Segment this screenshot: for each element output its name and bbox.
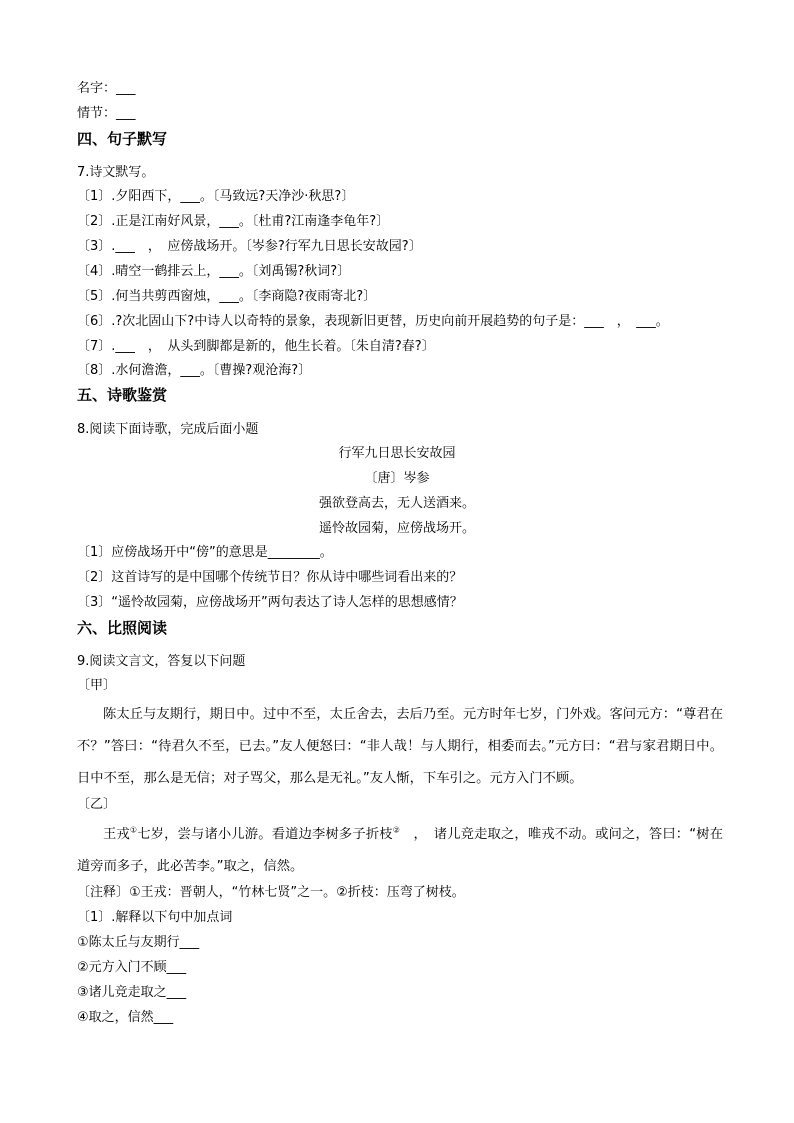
poem-subquestion: 〔1〕应傍战场开中“傍”的意思是________。 (77, 545, 333, 560)
dictation-item: 〔6〕.?次北固山下?中诗人以奇特的景象，表现新旧更替，历史向前开展趋势的句子是：___ ， ___。 (77, 314, 669, 329)
poem-subquestion: 〔2〕这首诗写的是中国哪个传统节日？你从诗中哪些词看出来的？ (77, 570, 463, 585)
word-explain-item: ④取之，信然___ (77, 1010, 174, 1025)
name-blank-line: 名字：___ (77, 81, 136, 96)
section-4-heading: 四、句子默写 (77, 130, 168, 148)
dictation-item: 〔3〕.___ ， 应傍战场开。〔岑参?行军九日思长安故园?〕 (77, 239, 422, 254)
section-5-heading: 五、诗歌鉴赏 (77, 386, 168, 404)
section-6-heading: 六、比照阅读 (77, 619, 168, 637)
question-7-prompt: 7.诗文默写。 (77, 165, 155, 180)
word-explain-item: ③诸儿竞走取之___ (77, 985, 187, 1000)
passage-yi-part: 王戎 (103, 827, 130, 842)
poem-line: 强欲登高去，无人送酒来。 (318, 496, 475, 511)
poem-author: 〔唐〕岑参 (364, 471, 430, 486)
passage-yi-part: ， 诸儿竞走取之，唯戎不动。或问之，答曰：“树在道旁而多子，此必苦李。”取之，信然。 (77, 827, 724, 874)
dictation-item: 〔5〕.何当共剪西窗烛，___。〔李商隐?夜雨寄北?〕 (77, 289, 377, 304)
passage-yi-text (77, 819, 723, 883)
question-8-prompt: 8.阅读下面诗歌，完成后面小题 (77, 422, 259, 437)
passage-yi-part: 七岁，尝与诸小儿游。看道边李树多子折枝 (137, 827, 393, 842)
question-9-1: 〔1〕.解释以下句中加点词 (77, 910, 233, 925)
annotation-note: 〔注释〕①王戎：晋朝人，“竹林七贤”之一。②折枝：压弯了树枝。 (77, 885, 465, 900)
dictation-item: 〔1〕.夕阳西下，___。〔马致远?天净沙·秋思?〕 (77, 189, 355, 204)
dictation-item: 〔2〕.正是江南好风景，___。〔杜甫?江南逢李龟年?〕 (77, 214, 390, 229)
footnote-marker: ① (129, 825, 138, 835)
dictation-item: 〔8〕.水何澹澹，___。〔曹操?观沧海?〕 (77, 363, 312, 378)
passage-yi-label: 〔乙〕 (77, 797, 117, 812)
poem-subquestion: 〔3〕“遥怜故园菊，应傍战场开”两句表达了诗人怎样的思想感情？ (77, 595, 463, 610)
footnote-marker: ② (392, 825, 401, 835)
dictation-item: 〔7〕.___ ， 从头到脚都是新的，他生长着。〔朱自清?春?〕 (77, 339, 435, 354)
passage-jia-label: 〔甲〕 (77, 678, 117, 693)
poem-line: 遥怜故园菊，应傍战场开。 (318, 521, 475, 536)
word-explain-item: ②元方入门不顾___ (77, 960, 187, 975)
passage-jia-text: 陈太丘与友期行，期日中。过中不至，太丘舍去，去后乃至。元方时年七岁，门外戏。客问元方：“尊君在不？”答曰：“待君久不至，已去。”友人便怒曰：“非人哉！与人期行，相委而去。”元方曰：“君与家君期日中。日中不至，那么是无信；对子骂父，那么是无礼。”友人惭，下车引之。元方入门不顾。 (77, 707, 723, 786)
dictation-item: 〔4〕.晴空一鹤排云上，___。〔刘禹锡?秋词?〕 (77, 264, 351, 279)
poem-title: 行军九日思长安故园 (338, 446, 456, 461)
word-explain-item: ①陈太丘与友期行___ (77, 935, 200, 950)
question-9-prompt: 9.阅读文言文，答复以下问题 (77, 654, 246, 669)
plot-blank-line: 情节：___ (77, 106, 136, 121)
